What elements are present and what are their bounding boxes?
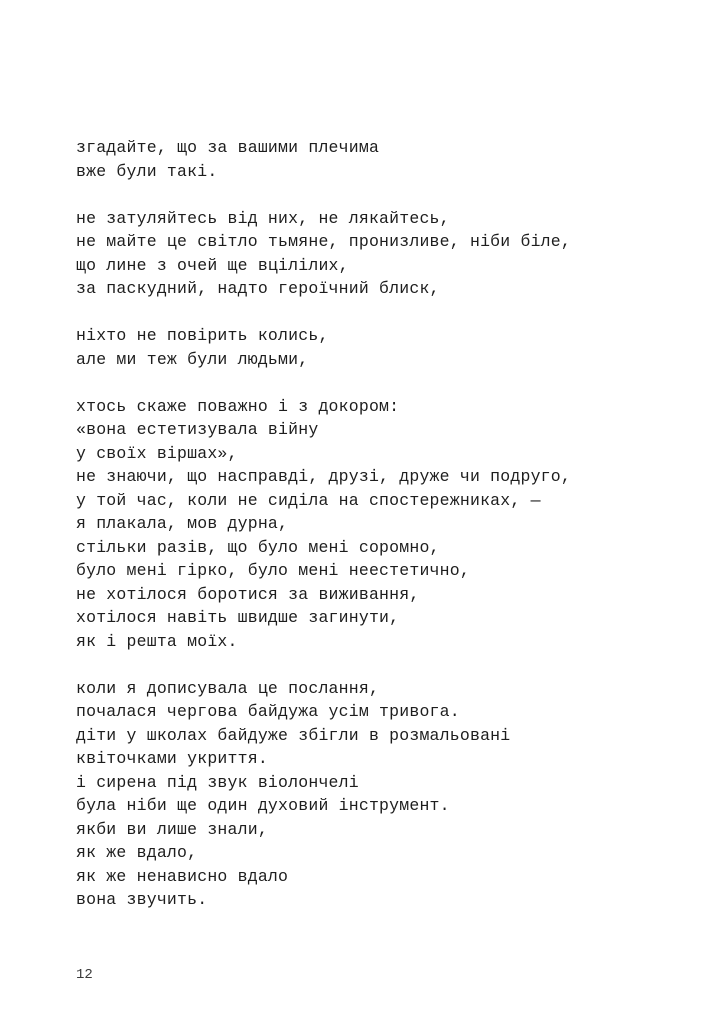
poem-line: хотілося навіть швидше загинути, [76, 608, 400, 627]
poem-line: але ми теж були людьми, [76, 349, 309, 369]
poem-line: було мені гірко, було мені неестетично, [76, 561, 470, 580]
poem-line: як же ненависно вдало [76, 866, 289, 886]
poem-line: я плакала, мов дурна, [76, 514, 289, 533]
poem-line: якби ви лише знали, [76, 819, 268, 839]
stanza-2 [76, 207, 696, 301]
poem-line: «вона естетизувала війну [76, 420, 319, 439]
stanza-4 [76, 395, 696, 654]
poem-line: була ніби ще один духовий інструмент. [76, 796, 450, 815]
poem-line: квіточками укриття. [76, 749, 268, 768]
poem-line: не майте це світло тьмяне, пронизливе, ніби біле, [76, 232, 571, 251]
page-number: 12 [76, 967, 93, 983]
stanza-1 [76, 136, 696, 183]
poem-line: почалася чергова байдужа усім тривога. [76, 702, 460, 721]
poem-line: за паскудний, надто героїчний блиск, [76, 279, 440, 298]
poem-line: ніхто не повірить колись, [76, 326, 329, 345]
poem-line: діти у школах байдуже збігли в розмальовані [76, 725, 511, 745]
poem-line: не затуляйтесь від них, не лякайтесь, [76, 208, 450, 228]
poem-line: як же вдало, [76, 843, 198, 862]
poem-line: не хотілося боротися за виживання, [76, 584, 420, 604]
poem-line: не знаючи, що насправді, друзі, друже чи подруго, [76, 467, 571, 486]
poem-line: і сирена під звук віолончелі [76, 772, 359, 792]
poem-line: згадайте, що за вашими плечима [76, 138, 380, 157]
poem-line: вона звучить. [76, 890, 208, 909]
poem-line: у той час, коли не сиділа на спостережниках, — [76, 490, 541, 510]
stanza-5 [76, 677, 696, 912]
stanza-3 [76, 324, 696, 371]
poem-text [76, 136, 696, 935]
poem-line: що лине з очей ще вцілілих, [76, 255, 349, 275]
poem-line: коли я дописувала це послання, [76, 678, 380, 698]
poem-line: вже були такі. [76, 161, 218, 181]
poem-line: у своїх віршах», [76, 443, 238, 463]
poem-line: як і решта моїх. [76, 631, 238, 651]
poem-line: хтось скаже поважно і з докором: [76, 396, 400, 416]
poem-line: стільки разів, що було мені соромно, [76, 537, 440, 557]
